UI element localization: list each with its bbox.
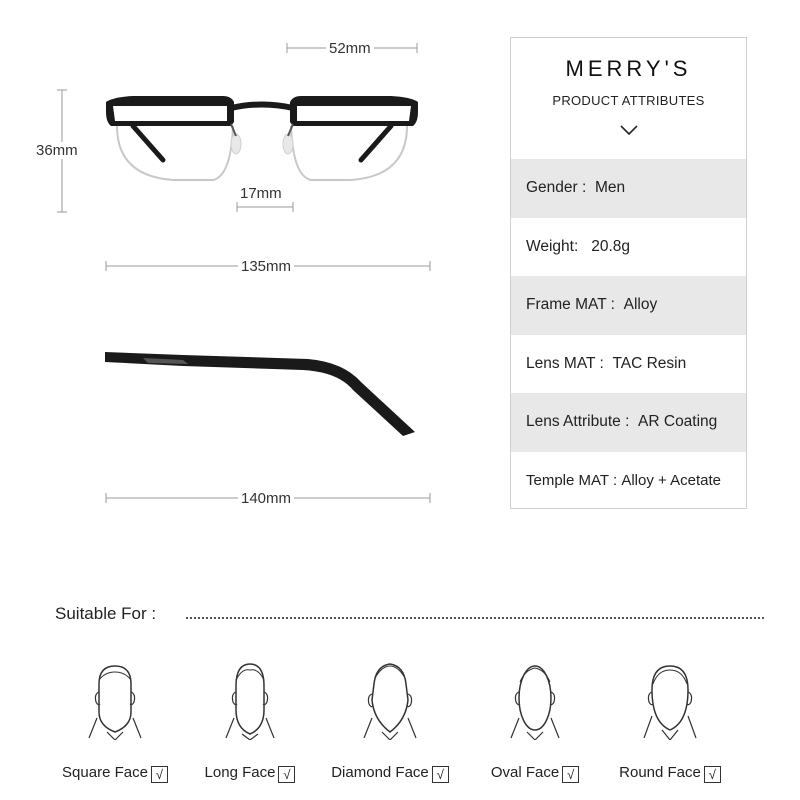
attributes-header [511, 38, 746, 159]
face-item-diamond [320, 660, 460, 790]
face-label [180, 764, 320, 783]
product-attributes-panel [510, 37, 747, 509]
frame-width-label: 135mm [238, 258, 294, 275]
checkbox-checked-icon: √ [278, 766, 295, 783]
face-item-square [45, 660, 185, 790]
brand-logo: MERRY'S [565, 56, 692, 81]
lens-height-label: 36mm [33, 142, 81, 159]
attribute-row-lens-mat [511, 335, 746, 394]
round-face-icon [640, 660, 700, 740]
checkbox-checked-icon: √ [704, 766, 721, 783]
face-label-text: Oval Face [490, 764, 560, 781]
diamond-face-icon [360, 660, 420, 740]
attribute-label: Lens MAT : [526, 354, 604, 372]
face-label [600, 764, 740, 783]
checkbox-checked-icon: √ [432, 766, 449, 783]
attribute-value: Alloy [623, 296, 658, 314]
attribute-row-weight [511, 218, 746, 277]
glasses-front-view [103, 88, 423, 198]
attribute-row-lens-attribute [511, 393, 746, 452]
attribute-value: TAC Resin [612, 354, 687, 372]
attribute-label: Lens Attribute : [526, 413, 630, 431]
face-item-round [600, 660, 740, 790]
attribute-label: Weight: [526, 237, 579, 255]
face-item-oval [465, 660, 605, 790]
glasses-side-view [103, 342, 433, 442]
face-item-long [180, 660, 320, 790]
lens-width-label: 52mm [326, 40, 374, 57]
attribute-value: Alloy + Acetate [621, 472, 721, 490]
attribute-label: Gender : [526, 179, 587, 197]
bridge-label: 17mm [237, 185, 285, 202]
face-label-text: Diamond Face [331, 764, 429, 781]
attribute-value: 20.8g [591, 237, 630, 255]
suitable-for-title: Suitable For : [55, 604, 157, 623]
dotted-divider [186, 617, 764, 619]
dimension-diagram [0, 0, 500, 540]
attribute-row-temple-mat [511, 452, 746, 511]
face-label [320, 764, 460, 783]
face-label-text: Round Face [619, 764, 701, 781]
face-label-text: Long Face [204, 764, 276, 781]
long-face-icon [220, 660, 280, 740]
checkbox-checked-icon: √ [151, 766, 168, 783]
attribute-label: Frame MAT : [526, 296, 615, 314]
face-label-text: Square Face [62, 764, 148, 781]
attribute-value: AR Coating [638, 413, 718, 431]
oval-face-icon [505, 660, 565, 740]
attributes-subtitle: PRODUCT ATTRIBUTES [552, 93, 705, 108]
attribute-value: Men [594, 179, 626, 197]
face-label [45, 764, 185, 783]
attribute-row-gender [511, 159, 746, 218]
face-label [465, 764, 605, 783]
chevron-down-icon [619, 124, 639, 136]
temple-length-label: 140mm [238, 490, 294, 507]
attribute-label: Temple MAT : [526, 472, 618, 490]
attribute-row-frame-mat [511, 276, 746, 335]
square-face-icon [85, 660, 145, 740]
checkbox-checked-icon: √ [562, 766, 579, 783]
